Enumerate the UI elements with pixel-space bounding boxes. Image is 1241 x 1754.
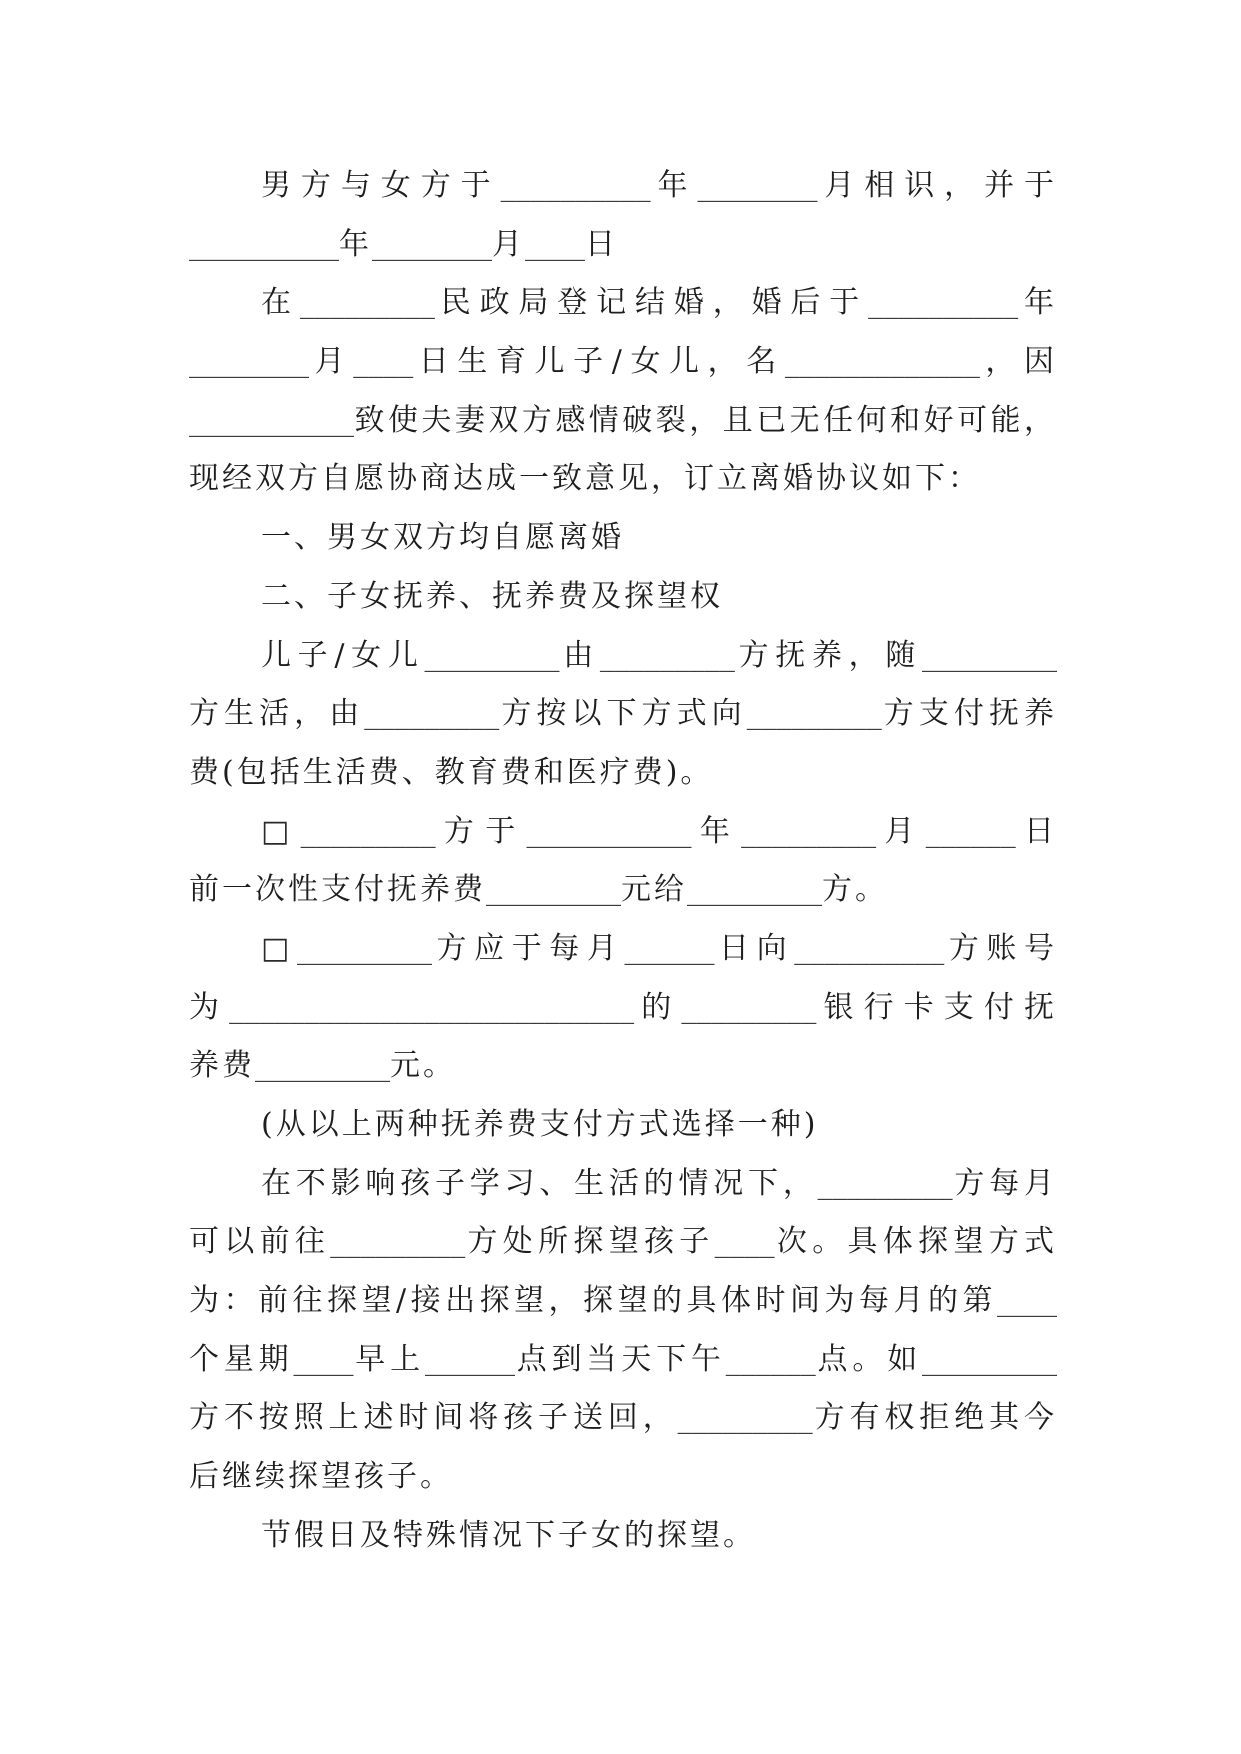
blank-field: ____ <box>293 1341 354 1377</box>
agreement-body <box>189 157 1057 1566</box>
clause-one-heading <box>189 509 1057 568</box>
blank-field: _________ <box>364 696 500 732</box>
blank-field: _________ <box>599 637 735 673</box>
blank-field: _________ <box>300 813 436 849</box>
text-line: 为___________________________的_________银行卡支付抚 <box>189 989 1057 1025</box>
paragraph-custody <box>189 627 1057 803</box>
text-line: 在_________民政局登记结婚，婚后于__________年 <box>261 285 1057 321</box>
paragraph-holiday-visitation <box>189 1507 1057 1566</box>
blank-field: _________ <box>486 872 621 908</box>
blank-field: ______ <box>725 1341 816 1377</box>
blank-field: _________ <box>741 813 877 849</box>
blank-field: _________ <box>296 930 432 966</box>
blank-field: ______ <box>925 813 1016 849</box>
text-line: 为：前往探望/接出探望，探望的具体时间为每月的第____ <box>189 1283 1057 1319</box>
blank-field: _________ <box>299 285 435 321</box>
blank-field: _________ <box>681 989 817 1025</box>
blank-field: ________ <box>189 344 309 380</box>
blank-field: _________ <box>922 637 1057 673</box>
blank-field: ___________ <box>189 402 354 438</box>
blank-field: _________ <box>677 1400 813 1436</box>
blank-field: _________ <box>330 1224 466 1260</box>
text-line: 现经双方自愿协商达成一致意见，订立离婚协议如下： <box>189 461 981 497</box>
clause-two-heading <box>189 568 1057 627</box>
blank-field: _________ <box>922 1341 1057 1377</box>
blank-field: __________ <box>189 226 339 262</box>
checkbox-icon: □ <box>261 930 297 966</box>
blank-field: ____ <box>353 344 414 380</box>
text-line: 一、男女双方均自愿离婚 <box>261 520 624 556</box>
text-line: ___________致使夫妻双方感情破裂，且已无任何和好可能， <box>189 402 1057 438</box>
text-line: 个星期____早上______点到当天下午______点。如_________ <box>189 1341 1057 1377</box>
blank-field: _________ <box>255 1048 390 1084</box>
payment-option-note <box>189 1096 1057 1155</box>
blank-field: ____ <box>714 1224 775 1260</box>
blank-field: _____________ <box>784 344 980 380</box>
text-line: __________年________月____日 <box>189 226 618 262</box>
paragraph-visitation <box>189 1155 1057 1507</box>
text-line: (从以上两种抚养费支付方式选择一种) <box>261 1107 819 1142</box>
blank-field: ________ <box>372 226 492 262</box>
text-line: 费(包括生活费、教育费和医疗费)。 <box>189 754 714 790</box>
text-line: 在不影响孩子学习、生活的情况下，_________方每月 <box>261 1165 1057 1201</box>
option-lump-sum-payment <box>189 803 1057 920</box>
paragraph-marriage-background <box>189 157 1057 274</box>
blank-field: __________ <box>794 930 945 966</box>
blank-field: ______ <box>624 930 715 966</box>
text-line: 养费_________元。 <box>189 1048 456 1084</box>
blank-field: _________ <box>746 696 882 732</box>
blank-field: ___________ <box>526 813 692 849</box>
text-line: 后继续探望孩子。 <box>189 1459 453 1495</box>
text-line: 男方与女方于__________年________月相识，并于 <box>261 168 1057 203</box>
text-line: 二、子女抚养、抚养费及探望权 <box>261 578 723 614</box>
checkbox-icon: □ <box>261 813 301 849</box>
text-line: 方生活，由_________方按以下方式向_________方支付抚养 <box>189 696 1057 732</box>
option-monthly-payment <box>189 920 1057 1096</box>
text-line: 可以前往_________方处所探望孩子____次。具体探望方式 <box>189 1224 1057 1260</box>
blank-field: ____ <box>997 1283 1057 1319</box>
blank-field: _________ <box>424 637 560 673</box>
text-line: ________月____日生育儿子/女儿，名_____________，因 <box>189 344 1057 380</box>
blank-field: __________ <box>868 285 1019 321</box>
blank-field: __________ <box>500 168 651 203</box>
blank-field: ____ <box>525 226 585 262</box>
blank-field: _________ <box>687 872 822 908</box>
text-line: 儿子/女儿_________由_________方抚养，随_________ <box>261 637 1057 673</box>
text-line: □_________方应于每月______日向__________方账号 <box>261 930 1057 966</box>
text-line: □_________方于___________年_________月______日 <box>261 813 1057 849</box>
blank-field: ___________________________ <box>229 989 635 1025</box>
blank-field: ________ <box>697 168 818 203</box>
paragraph-marriage-registration <box>189 274 1057 509</box>
blank-field: _________ <box>817 1165 953 1201</box>
text-line: 方不按照上述时间将孩子送回，_________方有权拒绝其今 <box>189 1400 1057 1436</box>
text-line: 节假日及特殊情况下子女的探望。 <box>261 1517 756 1553</box>
text-line: 前一次性支付抚养费_________元给_________方。 <box>189 872 888 908</box>
blank-field: ______ <box>424 1341 515 1377</box>
